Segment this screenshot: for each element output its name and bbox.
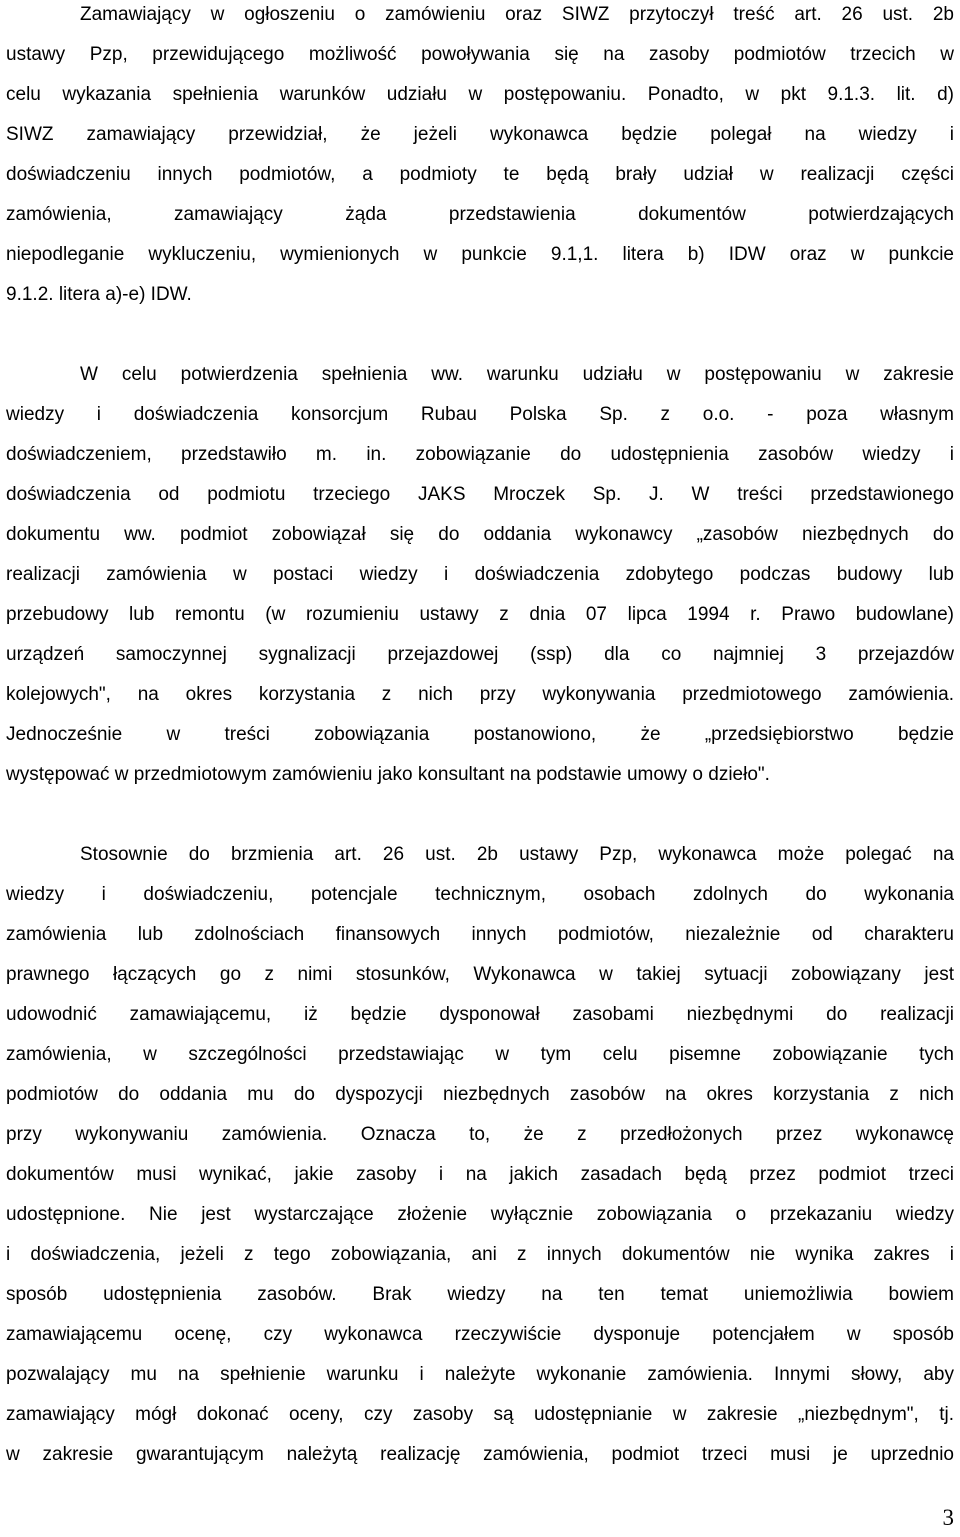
text-line: Zamawiający w ogłoszeniu o zamówieniu oraz SIWZ przytoczył treść art. 26 ust. 2b [80,4,954,25]
text-line: zamówienia, w szczególności przedstawiając w tym celu pisemne zobowiązanie tych [6,1044,954,1065]
paragraph-3 [6,835,954,1475]
text-line: W celu potwierdzenia spełnienia ww. warunku udziału w postępowaniu w zakresie [80,364,954,385]
text-line: dokumentów musi wynikać, jakie zasoby i na jakich zasadach będą przez podmiot trzeci [6,1164,954,1185]
page-number: 3 [942,1505,954,1530]
paragraph-spacer [6,315,954,355]
text-line: doświadczeniem, przedstawiło m. in. zobowiązanie do udostępnienia zasobów wiedzy i [6,444,954,465]
text-line: wiedzy i doświadczeniu, potencjale technicznym, osobach zdolnych do wykonania [6,884,954,905]
text-line: udostępnione. Nie jest wystarczające złożenie wyłącznie zobowiązania o przekazaniu wiedzy [6,1204,954,1225]
text-line: doświadczenia od podmiotu trzeciego JAKS Mroczek Sp. J. W treści przedstawionego [6,484,954,505]
text-line: zamawiającemu ocenę, czy wykonawca rzeczywiście dysponuje potencjałem w sposób [6,1324,954,1345]
text-line: ustawy Pzp, przewidującego możliwość powoływania się na zasoby podmiotów trzecich w [6,44,954,65]
paragraph-1 [6,0,954,315]
text-line: celu wykazania spełnienia warunków udziału w postępowaniu. Ponadto, w pkt 9.1.3. lit. d) [6,84,954,105]
text-line: zamówienia, zamawiający żąda przedstawienia dokumentów potwierdzających [6,204,954,225]
text-line: przebudowy lub remontu (w rozumieniu ustawy z dnia 07 lipca 1994 r. Prawo budowlane) [6,604,954,625]
text-line: podmiotów do oddania mu do dyspozycji niezbędnych zasobów na okres korzystania z nich [6,1084,954,1105]
paragraph-spacer [6,795,954,835]
text-line: wiedzy i doświadczenia konsorcjum Rubau Polska Sp. z o.o. - poza własnym [6,404,954,425]
paragraph-2 [6,355,954,795]
text-line: dokumentu ww. podmiot zobowiązał się do oddania wykonawcy „zasobów niezbędnych do [6,524,954,545]
text-line: przy wykonywaniu zamówienia. Oznacza to, że z przedłożonych przez wykonawcę [6,1124,954,1145]
text-line: 9.1.2. litera a)-e) IDW. [6,284,192,305]
text-line: SIWZ zamawiający przewidział, że jeżeli wykonawca będzie polegał na wiedzy i [6,124,954,145]
text-line: zamówienia lub zdolnościach finansowych innych podmiotów, niezależnie od charakteru [6,924,954,945]
text-line: niepodleganie wykluczeniu, wymienionych w punkcie 9.1,1. litera b) IDW oraz w punkcie [6,244,954,265]
text-line: doświadczeniu innych podmiotów, a podmioty te będą brały udział w realizacji części [6,164,954,185]
text-line: Stosownie do brzmienia art. 26 ust. 2b ustawy Pzp, wykonawca może polegać na [80,844,954,865]
text-line: prawnego łączących go z nimi stosunków, Wykonawca w takiej sytuacji zobowiązany jest [6,964,954,985]
text-line: pozwalający mu na spełnienie warunku i należyte wykonanie zamówienia. Innymi słowy, aby [6,1364,954,1385]
text-line: urządzeń samoczynnej sygnalizacji przejazdowej (ssp) dla co najmniej 3 przejazdów [6,644,954,665]
text-line: w zakresie gwarantującym należytą realizację zamówienia, podmiot trzeci musi je uprzednio [6,1444,954,1465]
text-line: kolejowych", na okres korzystania z nich przy wykonywania przedmiotowego zamówienia. [6,684,954,705]
text-line: zamawiający mógł dokonać oceny, czy zasoby są udostępnianie w zakresie „niezbędnym", tj. [6,1404,954,1425]
text-line: realizacji zamówienia w postaci wiedzy i doświadczenia zdobytego podczas budowy lub [6,564,954,585]
text-line: Jednocześnie w treści zobowiązania postanowiono, że „przedsiębiorstwo będzie [6,724,954,745]
document-page [6,0,954,1475]
text-line: występować w przedmiotowym zamówieniu jako konsultant na podstawie umowy o dzieło". [6,764,770,785]
text-line: i doświadczenia, jeżeli z tego zobowiązania, ani z innych dokumentów nie wynika zakres i [6,1244,954,1265]
text-line: sposób udostępnienia zasobów. Brak wiedzy na ten temat uniemożliwia bowiem [6,1284,954,1305]
text-line: udowodnić zamawiającemu, iż będzie dysponował zasobami niezbędnymi do realizacji [6,1004,954,1025]
